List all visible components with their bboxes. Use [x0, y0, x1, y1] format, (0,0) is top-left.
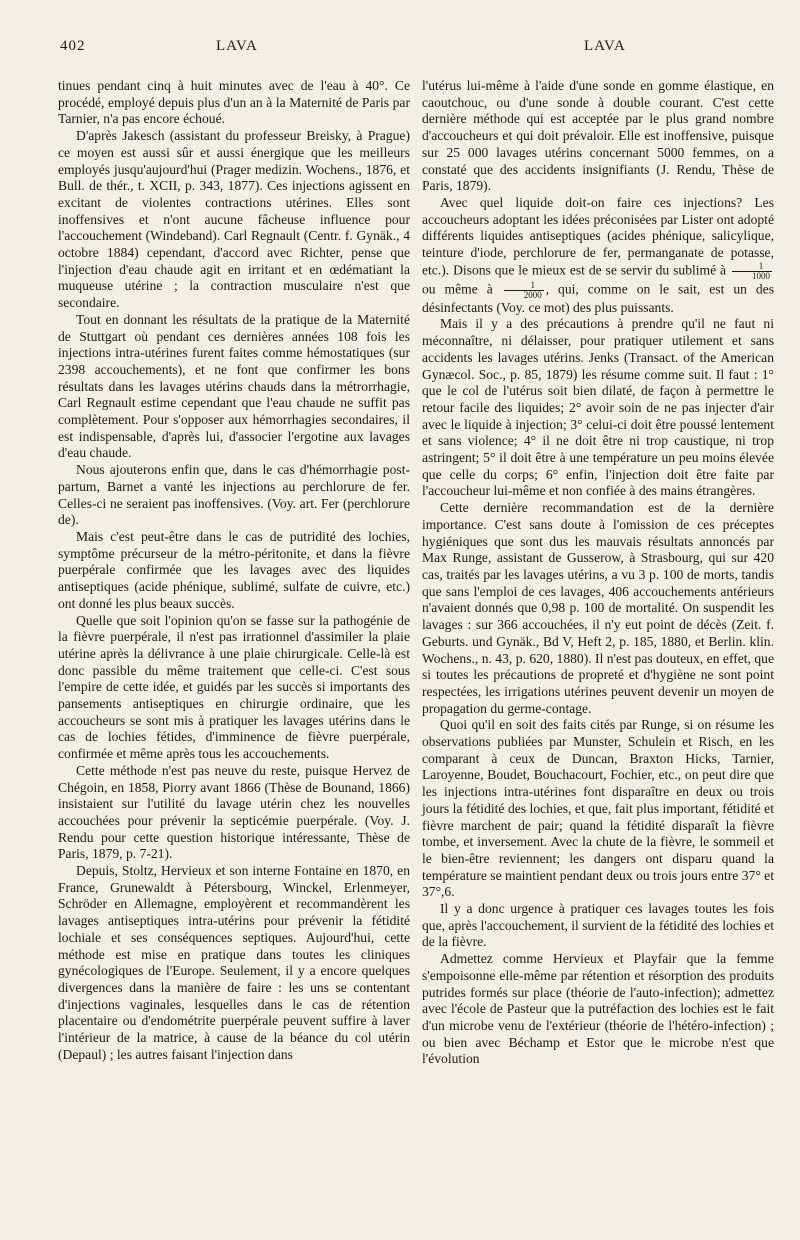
paragraph: Quoi qu'il en soit des faits cités par Runge, si on résume les observations publiées par Munster, Schulein et Risch, en les comparant à ceux de Duncan, Braxton Hicks, Tarnier, Laroyenne, Boudet, Bouchacourt, Fochier, etc., on peut dire que les injections intra-utérines font disparaître en deux ou trois jours la fétidité des lochies, et que, fait plus important, fétidité et fièvre marchent de pair; quand la fétidité disparaît la fièvre tombe, et inversement. Avec la chute de la fièvre, le sommeil et le bien-être reviennent; les dangers ont disparu quand la température se maintient pendant deux ou trois jours entre 37° et 37°,6. [422, 717, 774, 900]
fraction-one-thousandth [732, 262, 772, 281]
paragraph: tinues pendant cinq à huit minutes avec de l'eau à 40°. Ce procédé, employé depuis plus d'un an à la Maternité de Paris par Tarnier, n'a pas encore échoué. [58, 78, 410, 127]
paragraph: D'après Jakesch (assistant du professeur Breisky, à Prague) ce moyen est aussi sûr et aussi énergique que les meilleurs employés jusqu'aujourd'hui (Prager medizin. Wochens., 1876, et Bull. de thér., t. XCII, p. 343, 1877). Ces injections agissent en excitant de violentes contractions utérines. Elles sont inoffensives et n'ont aucune fâcheuse influence pour l'accouchement (Windeband). Carl Regnault (Centr. f. Gynäk., 4 octobre 1884) cependant, d'accord avec Richter, pense que l'injection d'eau chaude agit en irritant et en œdématiant la muqueuse utérine ; la contraction musculaire n'est que secondaire. [58, 128, 410, 311]
fraction-denominator: 1000 [752, 270, 770, 281]
paragraph: Nous ajouterons enfin que, dans le cas d'hémorrhagie post-partum, Barnet a vanté les injections au perchlorure de fer. Celles-ci ne seraient pas inoffensives. (Voy. art. Fer (perchlorure de). [58, 462, 410, 528]
right-running-head: LAVA [584, 38, 626, 54]
left-running-head: LAVA [216, 38, 258, 54]
paragraph-text: , qui, comme on le sait, est un des désinfectants (Voy. ce mot) des plus puissants. [422, 281, 774, 315]
page-header [0, 38, 800, 60]
paragraph: Mais c'est peut-être dans le cas de putridité des lochies, symptôme précurseur de la métro-péritonite, et dans la fièvre puerpérale confirmée que les lavages avec des liquides antiseptiques (acide phénique, sublimé, sulfate de cuivre, etc.) ont donné les plus beaux succès. [58, 528, 410, 611]
paragraph: Tout en donnant les résultats de la pratique de la Maternité de Stuttgart où pendant ces dernières années 108 fois les injections intra-utérines furent faites comme hémostatiques (sur 2398 accouchements), et ne font que confirmer les bons résultats dans les lavages utérins chauds dans la métrorrhagie, Carl Regnault estime cependant que l'eau chaude ne suffit pas complètement. Pour s'opposer aux hémorrhagies secondaires, il est indispensable, d'après lui, d'associer l'ergotine aux lavages d'eau chaude. [58, 311, 410, 461]
fraction-numerator: 1 [732, 262, 772, 272]
paragraph: Depuis, Stoltz, Hervieux et son interne Fontaine en 1870, en France, Grunewaldt à Pétersbourg, Winckel, Erlenmeyer, Schröder en Allemagne, employèrent et recommandèrent les lavages antiseptiques intra-utérins pour prévenir la fétidité lochiale et ses conséquences septiques. Aujourd'hui, cette méthode est mise en pratique dans toutes les cliniques gynécologiques de l'Europe. Seulement, il y a encore quelques divergences dans la manière de faire : les uns se contentant d'injections vaginales, lesquelles dans le cas de rétention placentaire ou d'endométrite puerpérale peuvent suffire à laver l'intérieur de la matrice, à cause de la béance du col utérin (Depaul) ; les autres faisant l'injection dans [58, 863, 410, 1062]
paragraph-text: ou même à [422, 281, 493, 297]
fraction-numerator: 1 [504, 281, 544, 291]
paragraph: Cette méthode n'est pas neuve du reste, puisque Hervez de Chégoin, en 1858, Piorry avant 1866 (Thèse de Bounand, 1866) insistaient sur l'utilité du lavage utérin chez les nouvelles accouchées pour prévenir la septicémie puerpérale. (Voy. J. Rendu pour cette question historique intéressante, Thèse de Paris, 1879, p. 7-21). [58, 762, 410, 862]
paragraph-text: Avec quel liquide doit-on faire ces injections? Les accoucheurs adoptant les idées préconisées par Lister ont adopté différents liquides antiseptiques (acides phénique, salicylique, teinture d'iode, perchlorure de fer, permanganate de potasse, etc.). Disons que le mieux est de se servir du sublimé à [422, 194, 774, 278]
page-number: 402 [60, 38, 86, 54]
left-column [58, 78, 410, 1063]
paragraph-with-fractions [422, 195, 774, 317]
paragraph: Mais il y a des précautions à prendre qu'il ne faut ni méconnaître, ni délaisser, pour pratiquer utilement et sans accidents les lavages utérins. Jenks (Transact. of the American Gynæcol. Soc., p. 85, 1879) les résume comme suit. Il faut : 1° que le col de l'utérus soit bien dilaté, de façon à permettre le retour facile des liquides; 2° avoir soin de ne pas injecter d'air avec le liquide à injection; 3° celui-ci doit être poussé lentement et sans violence; 4° il ne doit être ni trop caustique, ni trop astringent; 5° il doit être à une température un peu moins élevée que celle du corps; 6° enfin, l'injection doit être faite par l'accoucheur lui-même et non confiée à des mains étrangères. [422, 316, 774, 499]
fraction-denominator: 2000 [523, 289, 542, 300]
paragraph: l'utérus lui-même à l'aide d'une sonde en gomme élastique, en caoutchouc, ou d'une sonde à double courant. C'est cette dernière méthode qui est acceptée par le plus grand nombre d'accoucheurs et qui doit prévaloir. Elle est inoffensive, puisque sur 25 000 lavages utérins concernant 5000 femmes, on a constaté que des accidents insignifiants (J. Rendu, Thèse de Paris, 1879). [422, 78, 774, 194]
paragraph: Quelle que soit l'opinion qu'on se fasse sur la pathogénie de la fièvre puerpérale, il n'est pas irrationnel d'assimiler la plaie utérine après la délivrance à une plaie chirurgicale. Celle-là est donc passible du même traitement que celle-ci. C'est sous l'empire de cette idée, et guidés par les succès si importants des pansements antiseptiques en chirurgie ordinaire, que les accoucheurs se sont mis à pratiquer les lavages utérins dans le cas de lochies fétides, d'imminence de fièvre puerpérale, confirmée et même après tous les accouchements. [58, 612, 410, 762]
paragraph: Admettez comme Hervieux et Playfair que la femme s'empoisonne elle-même par rétention et résorption des produits putrides formés sur place (théorie de l'auto-infection); admettez avec l'école de Pasteur que la putréfaction des lochies est le fait d'un microbe venu de l'extérieur (théorie de l'hétéro-infection) ; ou bien avec Béchamp et Estor que le microbe n'est que l'évolution [422, 951, 774, 1067]
paragraph: Cette dernière recommandation est de la dernière importance. C'est sans doute à l'omission de ces préceptes hygiéniques que sont dus les mauvais résultats annoncés par Max Runge, assistant de Gusserow, à Strasbourg, qui sur 420 cas, traités par les lavages utérins, a vu 3 p. 100 de morts, tandis que sans l'emploi de ces lavages, 406 accouchements antérieurs n'avaient donnés que 0,98 p. 100 de mortalité. On suspendit les lavages : sur 366 accouchées, il n'y eut point de décès (Zeit. f. Geburts. und Gynäk., Bd V, Heft 2, p. 185, 1880, et Berlin. klin. Wochens., n. 43, p. 620, 1880). Il n'est pas douteux, en effet, que si toutes les précautions de propreté et d'hygiène ne sont point respectées, les irrigations utérines peuvent devenir un moyen de propagation du germe-contage. [422, 500, 774, 716]
right-column [422, 78, 774, 1068]
paragraph: Il y a donc urgence à pratiquer ces lavages toutes les fois que, après l'accouchement, il survient de la fétidité des lochies et de la fièvre. [422, 901, 774, 950]
fraction-one-two-thousandth [504, 281, 544, 300]
